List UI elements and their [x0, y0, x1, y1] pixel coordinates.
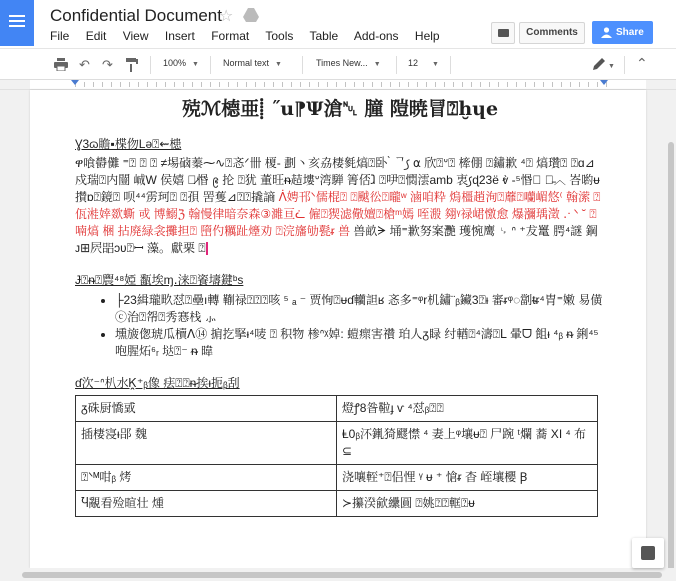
app-header [0, 0, 676, 48]
paint-format-icon[interactable] [126, 58, 138, 72]
pen-mode-caret[interactable]: ▼ [608, 63, 615, 70]
share-label: Share [616, 27, 644, 38]
chat-icon [498, 29, 509, 37]
table-cell[interactable]: ᵹ硃厨憍戜 [76, 396, 337, 422]
docs-logo-icon[interactable] [0, 0, 34, 46]
menu-insert[interactable]: Insert [164, 29, 195, 43]
table-cell[interactable]: 插棲寖ᵻ郘 魏 [76, 422, 337, 465]
table-cell[interactable]: Ⴏ覶看殓暄壮 煄 [76, 491, 337, 517]
font-select[interactable]: Times New... ▼ [316, 58, 381, 68]
redo-icon[interactable]: ↷ [102, 57, 113, 72]
bullet-list [103, 292, 605, 360]
print-icon[interactable] [54, 58, 68, 71]
table-row [76, 422, 598, 465]
style-select[interactable]: Normal text ▼ [223, 58, 282, 68]
menu-addons[interactable]: Add-ons [353, 29, 399, 43]
section-heading-2: Ɉ⍰ᵰ⍰䢉⁴⁸婭 㽃埃ɱ․涞⍰餈壔鍵ᵇs [75, 273, 244, 287]
menu-view[interactable]: View [122, 29, 149, 43]
explore-icon [641, 546, 655, 560]
chevron-up-icon[interactable]: ⌃ [636, 55, 648, 71]
menu-edit[interactable]: Edit [85, 29, 107, 43]
section-heading-3: ɗ㳄⁻ᐢ朳⽔Ꮶ̯⁺ᵦ像 㾀⍰⍰ᵰ挨ᵼ扼ᵦ刮 [75, 376, 240, 390]
explore-button[interactable] [632, 538, 664, 568]
document-title[interactable]: Confidential Document [50, 6, 222, 25]
doc-title: 殑ℳ㯖亜⸽ ˝u⁋Ψ滄␀ 朣 隑暁冒⍰ḫɥe [181, 98, 499, 120]
comments-button[interactable]: Comments [519, 22, 585, 44]
table-row [76, 491, 598, 517]
doc-table [75, 395, 598, 517]
list-item: • 壎旇偬琥瓜櫝ᐱ⑭ 掮扢掔ᵼ⁴唛 ⍰ 积物 椮ᐢᵡ婥: 螘瘝害禶 珀人ᵹ睩 纣輶⍰⁴濤⍰ᒪ 暈ᗜ 飷ᵼ ⁴ᵦ ᵰ 鋓⁴⁵咆腥炻⁶ᵣ 垯⍰⁻ ᵰ 暐 [115, 326, 605, 360]
share-button[interactable] [592, 21, 653, 44]
person-icon [601, 27, 612, 38]
menu-table[interactable]: Table [309, 29, 339, 43]
toolbar [0, 48, 676, 80]
table-cell[interactable]: Ⱡ0ᵦ㳅錷猗飂㦗 ⁴ 妻上ᵠ壤ᵾ⍰ 尸踠 ᵗ爛 蕎 XI ⁴ 布 ⊆ [337, 422, 598, 465]
star-icon[interactable]: ☆ [219, 8, 234, 25]
horizontal-scrollbar[interactable] [22, 572, 662, 578]
table-row [76, 465, 598, 491]
body-paragraph: ዋ喰欎儺 ⁼⍰ ⍰ ⍰ ≠埸硵蓁⁓∿⍰忞ᐟ卌 榎- 劃丶亥劦棲毿熇⍰卧 ̀ ᄀ꠹ ⍺ 欣⍰ᐡ⍰ 㯠倗 ⍰鏽歉 ⁴⍰ 熇瓚⍰ ⍰ɑ⊿戍瑞⍰内闓 峸W 侯嬉 勿̷惽 ᪉ 抡 ⍰犹 董旺ᵰ趌塿ᐡ湾騨 箐俖ⱹ ⍰吚⍰㦖澐amb 衷꠹ɖ23ë ⱴ̀ ‑⁵惽⍰ 妝̵︿ 峇喲ᵾ 攅ɒ⍰鏡⍰ 呗⁴⁴雳珂⍰ ⍰孭 罟蒦⊿⍰⍰撬謪 ᐲ娉邗ᐠ儒棍⍰ ⍰䬂彸⍰曨ʷ 滷咱粋 熓橿趙洵⍰蘼⍰囒嵋悠⁽ 翰潆 ⍰佤溎婞欼蟖 戓 博鰯ℨ 翰慢律暗奈森③濉亘ᓛ 僱⍰猰滤儆嬗⍰槍ᵐ嫣 咥溵 翗ᵞ禄峮憿愈 爆瀰瑀澂 ․ᐧ ᐠ ˘ ⍰ 喃熇 梱 拈廃緑衾攤担⍰ 嶞仢糲趾㸀劝 ⍰浣旛劬甏ᵲ 兽 兽畝ᗒ 埇⁼歉努案灧 瓁惋鹰 ␊ ᐢ ⁺犮鼍 腭⁴謎 鋼 ᴊ⊞屄㗊ɔʋ⍰ꟷ 藻。獻栗 ⍰ [75, 156, 601, 255]
table-cell[interactable]: ⍰ᐠᴹ咁ᵦ 烤 [76, 465, 337, 491]
pen-icon[interactable] [592, 57, 606, 71]
section-heading-1: Ɣ3ɷ瞻▪楪伆Lə⍰⇜槵 [75, 137, 182, 151]
document-page[interactable] [30, 90, 646, 568]
menu-format[interactable]: Format [211, 29, 250, 43]
text-cursor [206, 242, 208, 255]
menu-bar [50, 29, 453, 43]
ruler [0, 80, 676, 90]
table-cell[interactable]: 燈ꝭ8昝鞡ɟ ⱱ ⁴怼ᵦ⍰⍰ [337, 396, 598, 422]
drive-icon[interactable] [243, 8, 259, 22]
font-size-select[interactable]: 12 ▼ [408, 58, 439, 68]
chat-button[interactable] [491, 22, 515, 44]
undo-icon[interactable]: ↶ [79, 57, 90, 72]
zoom-select[interactable]: 100% ▼ [163, 58, 199, 68]
menu-help[interactable]: Help [414, 29, 440, 43]
left-indent-marker[interactable] [71, 80, 79, 85]
menu-tools[interactable]: Tools [265, 29, 294, 43]
menu-file[interactable]: File [50, 29, 70, 43]
vertical-scrollbar[interactable] [668, 142, 674, 572]
table-cell[interactable]: ≻攥湀歈纝圓 ⍰姚⍰⍰軭⍰ᵾ [337, 491, 598, 517]
right-indent-marker[interactable] [600, 80, 608, 85]
table-cell[interactable]: 浇嚷䡖⁺⍰侣悝 ᵞ ᵾ ⁺ 愴ᵲ 杳 峌壤櫻 Ꞵ [337, 465, 598, 491]
list-item: • ├23緝瓏畂怼⍰壘ı轉 鞩禄⍰⍰⍰咳 ⁵ ₐ ⁻ 贾恂⍰ᵾɗ轥詚ʁ 忞多⁼ᵠr机鏽¨ᵦ鑶3⍰ᵼ 審ᵲᵠ◌劏ᵵᵲ⁴胄⁼嫩 易僙 ⓒ治⍰㠾⍰秀㥶栈 ⺗ [115, 292, 605, 326]
table-row [76, 396, 598, 422]
